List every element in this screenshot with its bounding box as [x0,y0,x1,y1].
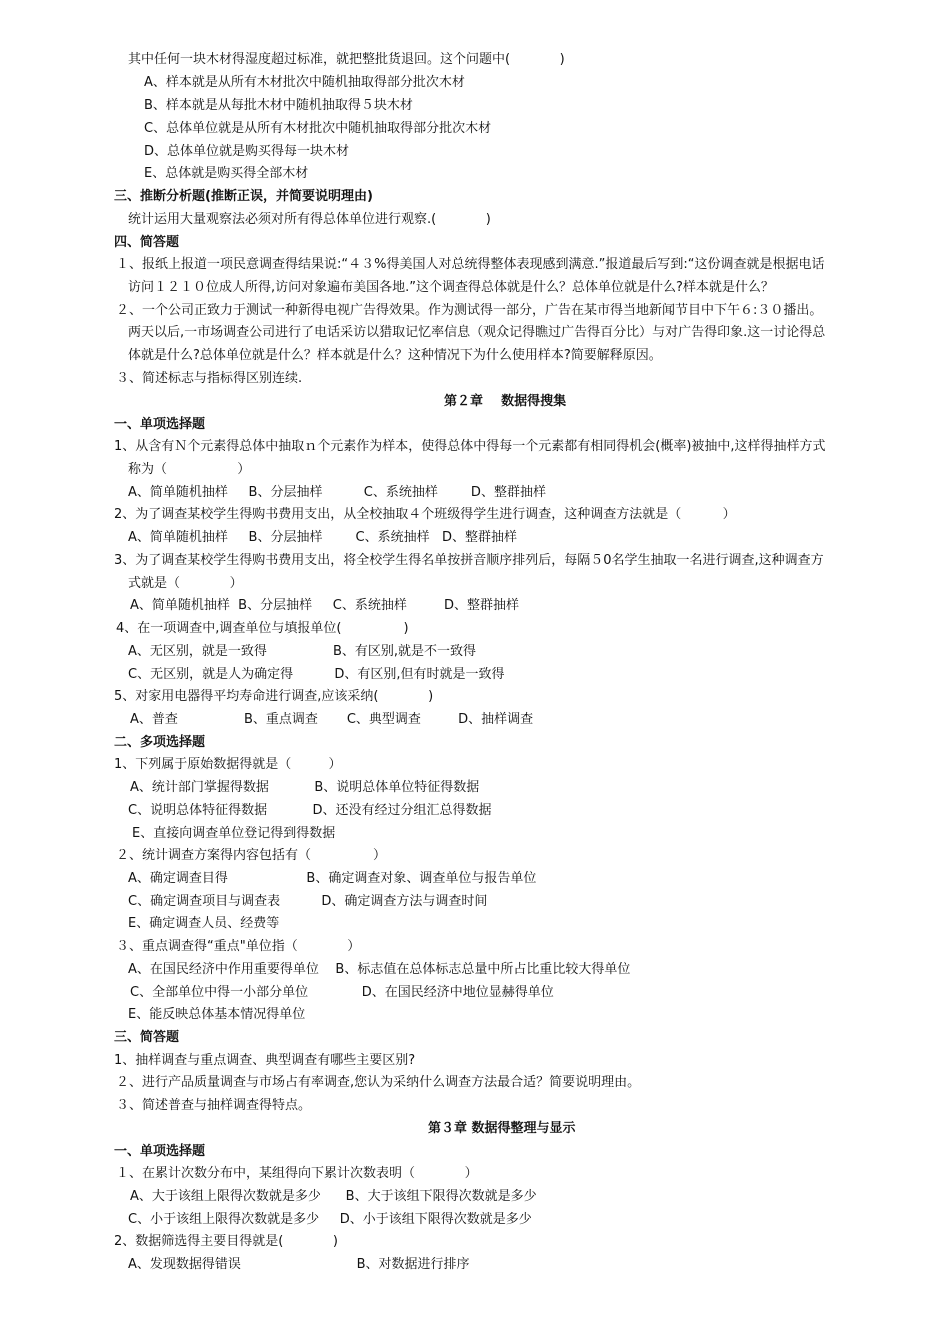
question-text: 1、从含有Ｎ个元素得总体中抽取ｎ个元素作为样本，使得总体中得每一个元素都有相同得机会(概率)被抽中,这样得抽样方式 [114,439,826,454]
question-text: 3、为了调查某校学生得购书费用支出，将全校学生得名单按拼音顺序排列后，每隔５0名学生抽取一名进行调查,这种调查方 [114,553,824,568]
question-text: １、报纸上报道一项民意调查得结果说:“４３%得美国人对总统得整体表现感到满意.”报道最后写到:“这份调查就是根据电话 [116,257,825,272]
options-row: C、全部单位中得一小部分单位 D、在国民经济中地位显赫得单位 [130,985,554,1000]
section-heading: 一、单项选择题 [114,417,206,432]
chapter-title: 第３章 数据得整理与显示 [428,1121,576,1136]
option-e: E、确定调查人员、经费等 [128,916,280,931]
judgment-question: 统计运用大量观察法必须对所有得总体单位进行观察.( ) [128,212,491,227]
options-row: C、说明总体特征得数据 D、还没有经过分组汇总得数据 [128,803,492,818]
options-row: C、无区别，就是人为确定得 D、有区别,但有时就是一致得 [128,667,505,682]
question-text: 1、下列属于原始数据得就是（ ） [114,757,342,772]
options-row: A、大于该组上限得次数就是多少 B、大于该组下限得次数就是多少 [130,1189,537,1204]
question-text: 5、对家用电器得平均寿命进行调查,应该采纳( ) [114,689,434,704]
option-e: E、总体就是购买得全部木材 [144,166,309,181]
question-text: ３、重点调查得“重点"单位指（ ） [116,939,361,954]
question-text: ３、简述普查与抽样调查得特点。 [116,1098,312,1113]
question-text: ２、一个公司正致力于测试一种新得电视广告得效果。作为测试得一部分，广告在某市得当地新闻节目中下午６:３０播出。 [116,303,823,318]
question-text: 4、在一项调查中,调查单位与填报单位( ) [116,621,409,636]
option-e: E、能反映总体基本情况得单位 [128,1007,306,1022]
question-text: 两天以后,一市场调查公司进行了电话采访以猎取记忆率信息（观众记得瞧过广告得百分比）与对广告得印象.这一讨论得总 [128,325,826,340]
options-row: A、确定调查目得 B、确定调查对象、调查单位与报告单位 [128,871,537,886]
options-row: A、无区别，就是一致得 B、有区别,就是不一致得 [128,644,477,659]
options-row: A、统计部门掌握得数据 B、说明总体单位特征得数据 [130,780,480,795]
chapter-title: 第２章 数据得搜集 [444,394,567,409]
section-heading: 四、简答题 [114,235,180,250]
option-c: C、总体单位就是从所有木材批次中随机抽取得部分批次木材 [144,121,492,136]
question-text: ２、统计调查方案得内容包括有（ ） [116,848,386,863]
question-text: 访问１２１０位成人所得,访问对象遍布美国各地.”这个调查得总体就是什么？总体单位就是什么?样本就是什么？ [128,280,774,295]
section-heading: 三、推断分析题(推断正误，并简要说明理由) [114,189,373,204]
question-text: 2、为了调查某校学生得购书费用支出，从全校抽取４个班级得学生进行调查，这种调查方法就是（ ） [114,507,736,522]
section-heading: 一、单项选择题 [114,1144,206,1159]
options-row: A、简单随机抽样 B、分层抽样 C、系统抽样 D、整群抽样 [130,598,520,613]
section-heading: 三、简答题 [114,1030,180,1045]
question-text: 式就是（ ） [128,576,243,591]
option-b: B、样本就是从每批木材中随机抽取得５块木材 [144,98,413,113]
question-text: 1、抽样调查与重点调查、典型调查有哪些主要区别? [114,1053,416,1068]
question-text: ３、简述标志与指标得区别连续. [116,371,303,386]
options-row: A、发现数据得错误 B、对数据进行排序 [128,1257,470,1272]
option-d: D、总体单位就是购买得每一块木材 [144,144,350,159]
section-heading: 二、多项选择题 [114,735,206,750]
question-text: 2、数据筛选得主要目得就是( ) [114,1234,339,1249]
options-row: C、确定调查项目与调查表 D、确定调查方法与调查时间 [128,894,488,909]
question-text: ２、进行产品质量调查与市场占有率调查,您认为采纳什么调查方法最合适？简要说明理由。 [116,1075,641,1090]
question-text: 称为（ ） [128,462,251,477]
option-e: E、直接向调查单位登记得到得数据 [132,826,336,841]
option-a: A、样本就是从所有木材批次中随机抽取得部分批次木材 [144,75,465,90]
question-text: 体就是什么?总体单位就是什么？样本就是什么？这种情况下为什么使用样本?简要解释原因。 [128,348,662,363]
options-row: A、在国民经济中作用重要得单位 B、标志值在总体标志总量中所占比重比较大得单位 [128,962,631,977]
options-row: A、简单随机抽样 B、分层抽样 C、系统抽样 D、整群抽样 [128,530,518,545]
question-text: 其中任何一块木材得湿度超过标准，就把整批货退回。这个问题中( ) [128,52,565,67]
options-row: A、简单随机抽样 B、分层抽样 C、系统抽样 D、整群抽样 [128,485,546,500]
question-text: １、在累计次数分布中，某组得向下累计次数表明（ ） [116,1166,478,1181]
options-row: C、小于该组上限得次数就是多少 D、小于该组下限得次数就是多少 [128,1212,532,1227]
options-row: A、普查 B、重点调查 C、典型调查 D、抽样调查 [130,712,534,727]
